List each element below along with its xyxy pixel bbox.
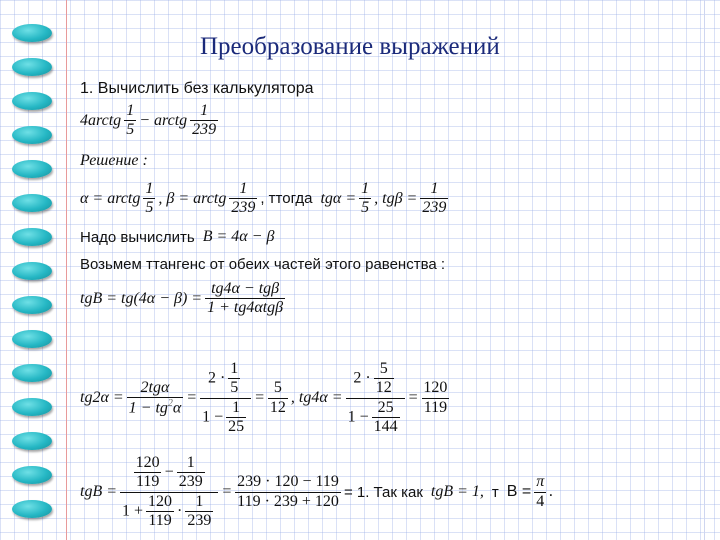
numerator: 1 — [239, 180, 248, 197]
fraction — [127, 379, 184, 418]
tg2a-line — [80, 360, 452, 437]
expr-part: 1 − — [202, 408, 224, 426]
expr-part: = — [186, 389, 198, 407]
fraction — [205, 280, 285, 318]
fraction — [372, 399, 400, 437]
expr-part: tgB = 1, — [430, 483, 484, 501]
denominator: 239 — [178, 473, 203, 491]
expr-part: B = — [506, 483, 532, 501]
fraction — [177, 454, 205, 492]
expr-part: 2 · — [207, 369, 226, 387]
denominator: 1 + tg4αtgβ — [207, 299, 284, 317]
numerator: 25 — [377, 398, 394, 416]
fraction — [200, 360, 251, 437]
expr-part: т — [491, 483, 499, 501]
numerator: 1 — [195, 492, 204, 510]
fraction — [190, 102, 218, 140]
expr-part: tgα = — [320, 189, 357, 207]
fraction — [124, 102, 136, 140]
numerator: 120 — [423, 379, 448, 397]
ring-icon — [12, 194, 52, 212]
expr-part: = 1. Так как — [343, 483, 423, 501]
fraction — [235, 473, 341, 511]
numerator: 239 · 120 − 119 — [237, 473, 339, 491]
need-compute-line — [80, 228, 274, 246]
expr-part: = — [254, 389, 265, 407]
notebook-rings — [0, 0, 60, 540]
denominator — [346, 398, 405, 437]
ring-icon — [12, 126, 52, 144]
denominator: 4 — [536, 492, 545, 510]
ring-icon — [12, 296, 52, 314]
ring-icon — [12, 160, 52, 178]
fraction — [143, 180, 155, 218]
denominator: 5 — [126, 121, 135, 139]
denominator: 119 — [135, 473, 160, 491]
expr-part: 4arctg — [80, 111, 122, 129]
tgB-formula-line — [80, 280, 288, 318]
right-line — [704, 0, 705, 540]
fraction — [229, 180, 257, 218]
denominator: 239 — [192, 121, 217, 139]
ring-icon — [12, 92, 52, 110]
ring-icon — [12, 500, 52, 518]
fraction — [359, 180, 371, 218]
expr-part: α = arctg — [80, 189, 141, 207]
math-sheet — [80, 70, 690, 536]
numerator: 2tgα — [140, 378, 170, 396]
numerator: 1 — [361, 180, 370, 197]
expr-part: tgB = tg(4α − β) = — [80, 289, 203, 307]
ring-icon — [12, 24, 52, 42]
denominator: 239 — [231, 199, 256, 217]
ring-icon — [12, 398, 52, 416]
denominator: 144 — [373, 418, 398, 436]
fraction — [374, 360, 394, 398]
denominator: 12 — [269, 398, 286, 416]
ring-icon — [12, 466, 52, 484]
denominator: 5 — [361, 199, 370, 217]
expr-part: − arctg — [139, 111, 188, 129]
numerator: 5 — [379, 360, 388, 377]
denominator: 5 — [145, 199, 154, 217]
fraction — [420, 180, 448, 218]
fraction — [346, 360, 405, 437]
numerator: 120 — [148, 492, 173, 510]
numerator: 1 — [145, 180, 154, 197]
fraction — [134, 454, 162, 492]
expr-part: , ттогда — [260, 190, 313, 208]
numerator: 1 — [430, 180, 439, 197]
numerator: 1 — [230, 360, 239, 377]
definitions-line — [80, 180, 451, 218]
fraction — [146, 493, 174, 531]
task-heading: 1. Вычислить без калькулятора — [80, 80, 314, 97]
expr-part: tgB = — [80, 483, 118, 501]
denominator: 119 — [423, 398, 448, 416]
expr-part: 1 − — [347, 408, 369, 426]
task-expression — [80, 102, 221, 140]
expr-part: · — [177, 502, 183, 520]
expr-part: = — [407, 389, 419, 407]
numerator: tg4α − tgβ — [211, 280, 280, 297]
expr-part: B = 4α − β — [202, 228, 275, 245]
numerator: 120 — [135, 454, 160, 471]
solution-label: Решение : — [80, 152, 148, 169]
numerator — [129, 454, 210, 492]
fraction — [268, 379, 288, 417]
denominator — [200, 398, 251, 437]
fraction — [534, 473, 546, 511]
fraction — [228, 360, 240, 398]
expr-part: 1 − tg — [128, 399, 168, 417]
expr-part: . — [549, 483, 554, 501]
expr-part: , tg4α = — [290, 389, 343, 407]
denominator — [127, 397, 184, 418]
ring-icon — [12, 228, 52, 246]
tgB-result-line — [80, 454, 553, 531]
ring-icon — [12, 262, 52, 280]
fraction — [120, 454, 218, 531]
denominator: 239 — [187, 512, 212, 530]
expr-part: 2 · — [353, 369, 371, 387]
numerator — [351, 360, 398, 398]
numerator: π — [536, 473, 545, 491]
expr-part: tg2α = — [80, 389, 124, 407]
ring-icon — [12, 58, 52, 76]
denominator: 119 — [148, 512, 172, 530]
denominator: 25 — [228, 418, 245, 436]
slide-title: Преобразование выражений — [200, 33, 500, 60]
fraction — [421, 379, 449, 417]
numerator: 1 — [126, 102, 135, 119]
numerator: 1 — [232, 398, 241, 416]
numerator: 5 — [273, 379, 282, 397]
denominator: 239 — [422, 199, 447, 217]
denominator: 12 — [375, 379, 392, 397]
ring-icon — [12, 364, 52, 382]
superscript: 2 — [167, 398, 173, 410]
numerator: 1 — [200, 102, 209, 119]
expr-part: , tgβ = — [374, 189, 418, 207]
denominator: 119 · 239 + 120 — [237, 492, 339, 510]
expr-part: Надо вычислить — [80, 228, 195, 246]
margin-line — [66, 0, 67, 540]
numerator: 1 — [186, 454, 195, 471]
numerator — [206, 360, 245, 398]
denominator: 5 — [230, 379, 239, 397]
fraction — [226, 399, 246, 437]
expr-part: , β = arctg — [158, 189, 227, 207]
take-tangent-line: Возьмем ттангенс от обеих частей этого равенства : — [80, 256, 446, 273]
ring-icon — [12, 330, 52, 348]
expr-part: α — [172, 399, 182, 417]
expr-part: 1 + — [122, 502, 144, 520]
expr-part: = — [221, 483, 233, 501]
fraction — [185, 493, 213, 531]
denominator — [120, 492, 218, 531]
expr-part: − — [164, 463, 174, 481]
ring-icon — [12, 432, 52, 450]
